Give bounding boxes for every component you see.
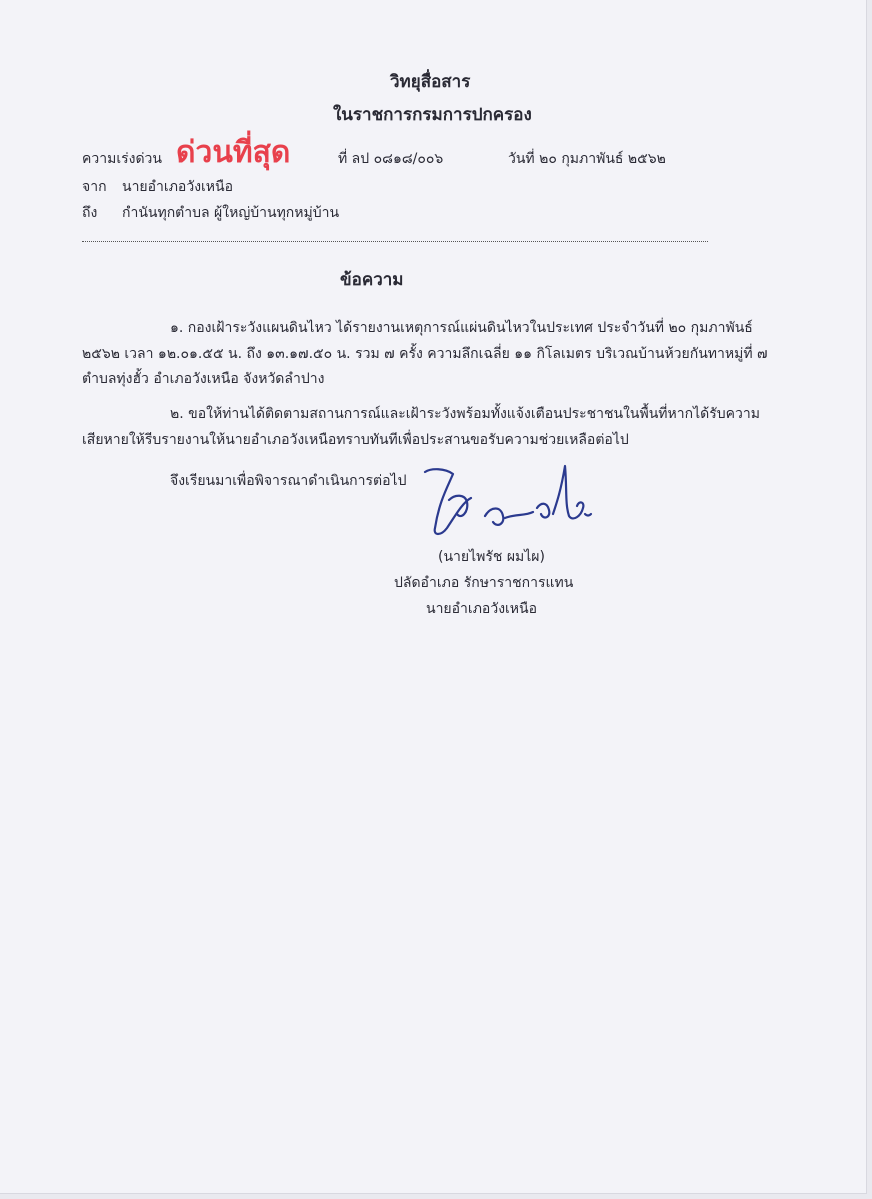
closing-text: จึงเรียนมาเพื่อพิจารณาดำเนินการต่อไป: [170, 473, 407, 489]
document-date: วันที่ ๒๐ กุมภาพันธ์ ๒๕๖๒: [508, 151, 666, 167]
handwritten-signature: [405, 458, 605, 548]
document-subtitle: ในราชการกรมการปกครอง: [333, 105, 532, 125]
signer-office: นายอำเภอวังเหนือ: [426, 601, 538, 617]
urgency-stamp: ด่วนที่สุด: [176, 135, 291, 170]
to-label: ถึง: [82, 205, 98, 221]
message-heading: ข้อความ: [340, 270, 404, 290]
divider: [82, 241, 708, 242]
urgency-label: ความเร่งด่วน: [82, 151, 162, 167]
signer-name: (นายไพรัช ผมไผ): [438, 549, 545, 565]
paragraph-1-line-1: ๑. กองเฝ้าระวังแผนดินไหว ได้รายงานเหตุการณ์แผ่นดินไหวในประเทศ ประจำวันที่ ๒๐ กุมภาพันธ์: [170, 320, 753, 336]
document-title: วิทยุสื่อสาร: [390, 72, 471, 92]
paragraph-2-line-1: ๒. ขอให้ท่านได้ติดตามสถานการณ์และเฝ้าระวังพร้อมทั้งแจ้งเตือนประชาชนในพื้นที่หากได้รับความ: [170, 406, 760, 422]
signer-position: ปลัดอำเภอ รักษาราชการแทน: [394, 575, 574, 591]
to-value: กำนันทุกตำบล ผู้ใหญ่บ้านทุกหมู่บ้าน: [122, 205, 340, 221]
from-value: นายอำเภอวังเหนือ: [122, 179, 234, 195]
paragraph-1-line-3: ตำบลทุ่งฮั้ว อำเภอวังเหนือ จังหวัดลำปาง: [82, 371, 325, 387]
paragraph-1-line-2: ๒๕๖๒ เวลา ๑๒.๐๑.๕๕ น. ถึง ๑๓.๑๗.๕๐ น. รวม ๗ ครั้ง ความลึกเฉลี่ย ๑๑ กิโลเมตร บริเวณบ้านห้วยกันทาหมู่ที่ ๗: [82, 346, 768, 362]
reference-number: ที่ ลป ๐๘๑๘/๐๐๖: [338, 151, 444, 167]
from-label: จาก: [82, 179, 107, 195]
paragraph-2-line-2: เสียหายให้รีบรายงานให้นายอำเภอวังเหนือทราบทันทีเพื่อประสานขอรับความช่วยเหลือต่อไป: [82, 432, 629, 448]
